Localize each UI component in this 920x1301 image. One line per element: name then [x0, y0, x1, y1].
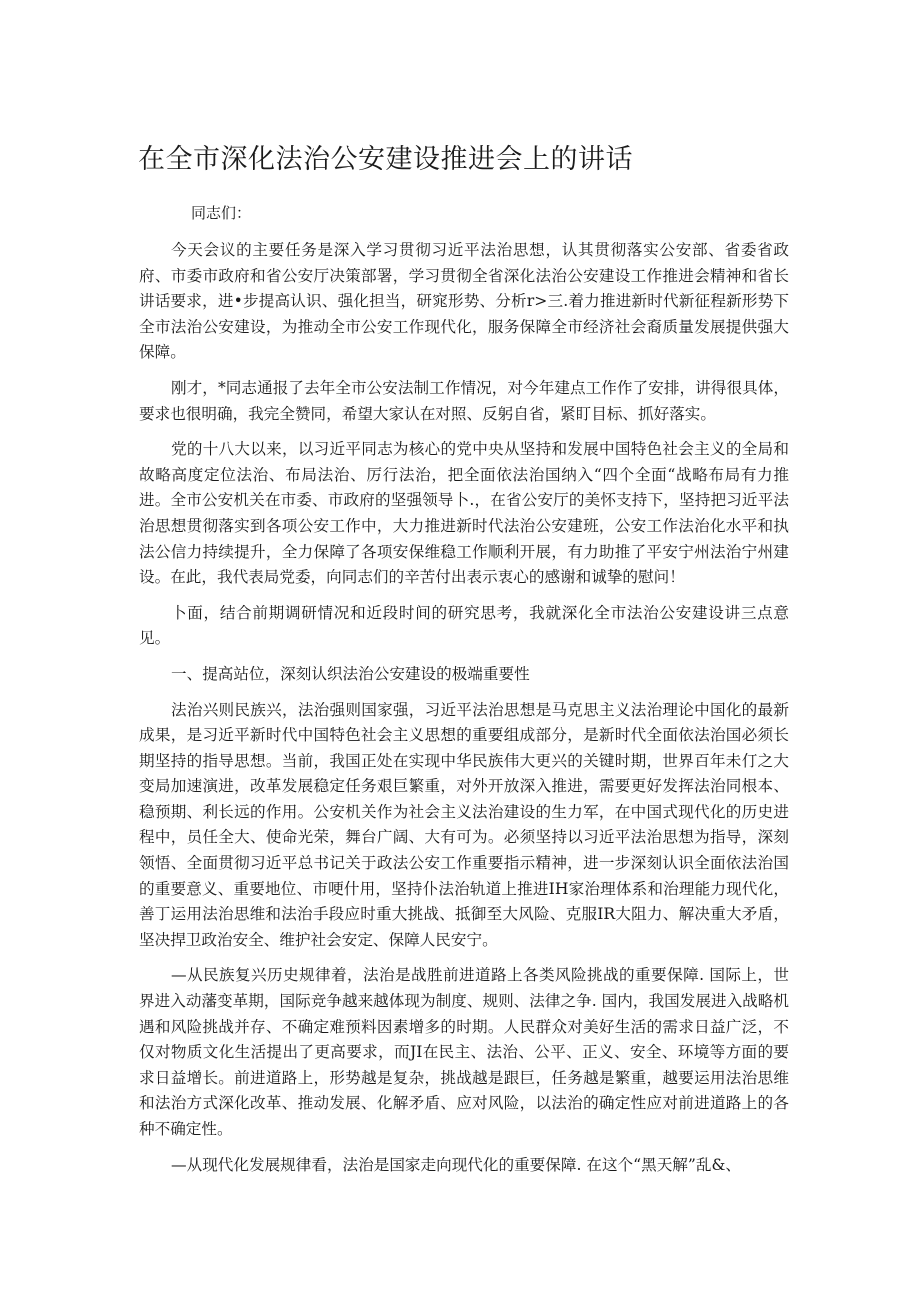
document-title: 在全市深化法治公安建设推进会上的讲话 — [138, 144, 633, 175]
section-heading-one: 一、提高站位，深刻认织法治公安建设的极端重要性 — [171, 664, 530, 683]
salutation: 同志们： — [191, 204, 252, 222]
document-body — [139, 200, 789, 1188]
paragraph-achievements: 党的十八大以来，以习近平同志为核心的党中央从坚持和发展中国特色社会主义的全局和故略高度定位法治、布局法治、厉行法治，把全面依法治国纳入“四个全面“战略布局有力推进。全市公安机关在市委、市政府的坚强领导卜.，在省公安厅的美怀支持下，坚持把习近平法治思想贯彻落实到各项公安工作中，大力推进新时代法治公安建班，公安工作法治化水平和执法公信力持续提升，全力保障了各项安保维稳工作顺利开展，有力助推了平安宁州法治宁州建设。在此，我代表局党委，向同志们的辛苦付出表示衷心的感谢和诚挚的慰问！ — [139, 440, 789, 587]
paragraph-intro-opinions: 卜面，结合前期调研情况和近段时间的研究思考，我就深化全市法治公安建设讲三点意见。 — [139, 603, 789, 648]
paragraph-opening: 今天会议的主要任务是深入学习贯彻习近平法治思想，认其贯彻落实公安部、省委省政府、市委市政府和省公安厅决策部署，学习贯彻全省深化法治公安建设工作推进会精神和省长讲话要求，进•步提高认识、强化担当，研窕形势、分析r>三.着力推进新时代新征程新形势下全市法治公安建设，为推动全市公安工作现代化，服务保障全市经济社会裔质量发展提供强大保障。 — [139, 241, 789, 362]
paragraph-report-response: 刚才，*同志通报了去年全市公安法制工作情况，对今年建点工作作了安排，讲得很具体，要求也很明确，我完全赞同，希望大家认在对照、反躬自省，紧盯目标、抓好落实。 — [139, 378, 789, 423]
paragraph-national-rejuvenation: —从民族复兴历史规律着，法治是战胜前进道路上各类风险挑战的重要保障. 国际上，世界进入动藩变革期，国际竞争越来越体现为制度、规则、法律之争. 国内，我国发展进入战略机遇和风险挑战并存、不确定难预料因素增多的时期。人民群众对美好生活的需求日益广泛，不仅对物质文化生活提出了更高要求，而JI在民主、法治、公平、正义、安全、环境等方面的要求日益增长。前进道路上，形势越是复杂，挑战越是跟巨，任务越是繁重，越要运用法治思维和法治方式深化改革、推动发展、化解矛盾、应对风险，以法治的确定性应对前进道路上的各种不确定性。 — [139, 966, 789, 1138]
paragraph-modernization: —从现代化发展规律看，法治是国家走向现代化的重要保障. 在这个“黑天解”乱&、 — [171, 1155, 741, 1174]
paragraph-rule-of-law-importance: 法治兴则民族兴，法治强则国家强，习近平法治思想是马克思主义法治理论中国化的最新成果，是习近平新时代中国特色社会主义思想的重要组成部分，是新时代全面依法治国必须长期坚持的指导思想。当前，我国正处在实现中华民族伟大更兴的关键时期，世界百年未仃之大变局加速演进，改革发展稳定任务艰巨繁重，对外开放深入推进，需要更好发挥法治同根本、稳预期、利长远的作用。公安机关作为社会主义法治建设的生力军，在中国式现代化的历史进程中，员任全大、使命光荣，舞台广阔、大有可为。必须坚持以习近平法治思想为指导，深刻领悟、全面贯彻习近平总书记关于政法公安工作重要指示精神，进一步深刻认识全面依法治国的重要意义、重要地位、市哽什用，坚持仆法治轨道上推进IH家治理体系和治理能力现代化，善丁运用法治思维和法治手段应时重大挑战、抵御至大风险、克服IR大阻力、解决重大矛盾，坚决捍卫政治安全、维护社会安定、保障人民安宁。 — [139, 700, 789, 949]
